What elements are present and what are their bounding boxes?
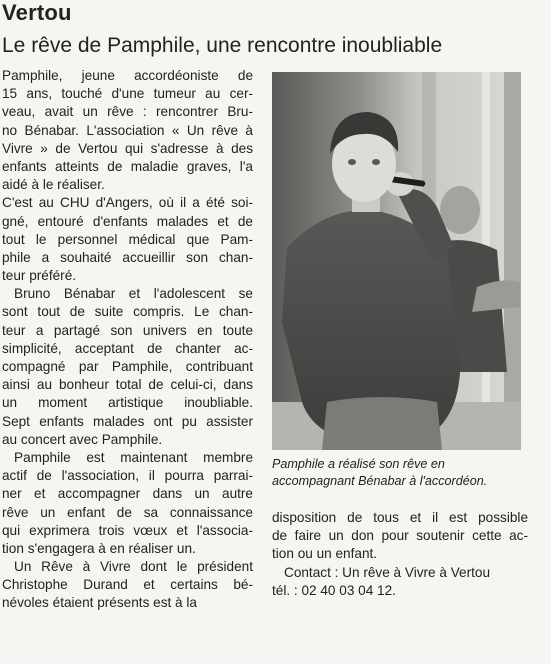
text-line: Contact : Un rêve à Vivre à Vertou xyxy=(284,564,491,580)
text-line: Pamphile, jeune accordéoniste de xyxy=(2,68,253,83)
text-line: névoles étaient présents est à la xyxy=(2,595,197,611)
text-line: disposition de tous et il est possible xyxy=(272,510,528,525)
text-line: enfants atteints de maladie graves, l'a xyxy=(2,158,253,174)
text-line: qui exprimera trois vœux et l'associa- xyxy=(2,522,253,538)
text-line: Christophe Durand et certains bé- xyxy=(2,577,253,593)
text-line: Sept enfants malades ont pu assister xyxy=(2,413,253,429)
photo-illustration xyxy=(272,72,521,450)
text-line: ner et accompagner dans un autre xyxy=(2,486,253,502)
caption-line: accompagnant Bénabar à l'accordéon. xyxy=(272,474,488,488)
text-line: no Bénabar. L'association « Un rêve à xyxy=(2,122,253,138)
text-line: veau, avait un rêve : rencontrer Bru- xyxy=(2,104,253,120)
article-body-right xyxy=(272,509,528,600)
text-line: Vivre » de Vertou qui s'adresse à des xyxy=(2,140,253,156)
text-line: Un Rêve à Vivre dont le président xyxy=(14,559,253,575)
text-line: gné, entouré d'enfants malades et de xyxy=(2,213,253,229)
text-line: 15 ans, touché d'une tumeur au cer- xyxy=(2,86,253,102)
text-line: tion s'engagera à en réaliser un. xyxy=(2,540,196,556)
text-line: Pamphile est maintenant membre xyxy=(14,449,253,465)
text-line: aidé à le réaliser. xyxy=(2,177,105,193)
text-line: teur préféré. xyxy=(2,268,77,284)
text-line: tout le personnel médical que Pam- xyxy=(2,231,253,247)
article-photo xyxy=(272,72,521,450)
text-line: C'est au CHU d'Angers, où il a été soi- xyxy=(2,195,253,211)
photo-caption xyxy=(272,456,532,490)
text-line: sont tout de suite compris. Le chan- xyxy=(2,304,253,320)
text-line: simplicité, acceptant de chanter ac- xyxy=(2,340,253,356)
text-line: de faire un don pour soutenir cette ac- xyxy=(272,528,528,544)
text-line: un moment artistique inoubliable. xyxy=(2,395,253,411)
text-line: tél. : 02 40 03 04 12. xyxy=(272,582,396,598)
text-line: Bruno Bénabar et l'adolescent se xyxy=(14,286,253,302)
text-line: teur a partagé son univers en toute xyxy=(2,322,253,338)
caption-line: Pamphile a réalisé son rêve en xyxy=(272,457,445,471)
text-line: rêve un enfant de sa connaissance xyxy=(2,504,253,520)
section-title: Vertou xyxy=(2,0,72,25)
article-body-left xyxy=(2,67,253,613)
text-line: compagné par Pamphile, contribuant xyxy=(2,359,253,374)
headline: Le rêve de Pamphile, une rencontre inoubliable xyxy=(2,34,443,57)
text-line: ainsi au bonheur total de celui-ci, dans xyxy=(2,377,253,393)
text-line: au concert avec Pamphile. xyxy=(2,431,163,447)
text-line: actif de l'association, il pourra parrai- xyxy=(2,468,253,484)
text-line: phile a souhaité accueillir son chan- xyxy=(2,249,253,265)
text-line: tion ou un enfant. xyxy=(272,546,378,562)
